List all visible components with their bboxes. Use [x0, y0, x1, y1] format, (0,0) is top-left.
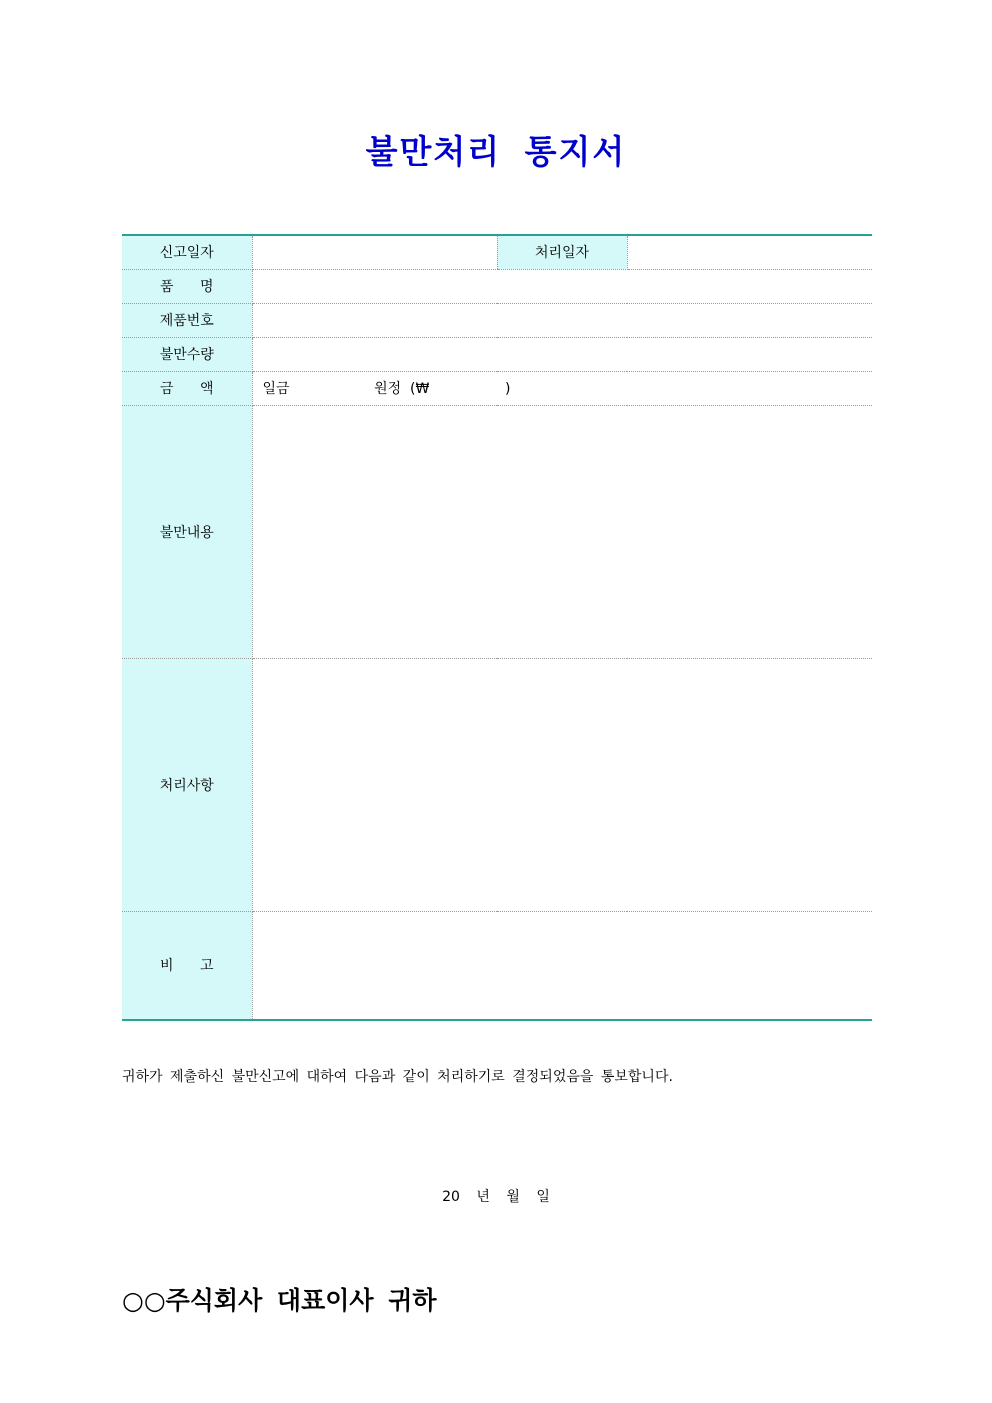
- remarks-label: 비 고: [122, 911, 252, 1020]
- product-name-label: 품 명: [122, 269, 252, 303]
- row-complaint-quantity: [122, 337, 872, 371]
- remarks-field[interactable]: [252, 911, 872, 1020]
- row-action-taken: [122, 658, 872, 911]
- row-amount: [122, 371, 872, 405]
- product-name-field[interactable]: [252, 269, 872, 303]
- complaint-content-field[interactable]: [252, 405, 872, 658]
- row-complaint-content: [122, 405, 872, 658]
- action-taken-field[interactable]: [252, 658, 872, 911]
- product-number-label: 제품번호: [122, 303, 252, 337]
- complaint-quantity-label: 불만수량: [122, 337, 252, 371]
- report-date-label: 신고일자: [122, 235, 252, 269]
- product-number-field[interactable]: [252, 303, 872, 337]
- date-line: 20 년 월 일: [442, 1189, 550, 1205]
- recipient-line: ○○주식회사 대표이사 귀하: [122, 1286, 437, 1315]
- action-taken-label: 처리사항: [122, 658, 252, 911]
- process-date-field[interactable]: [627, 235, 872, 269]
- report-date-field[interactable]: [252, 235, 497, 269]
- complaint-quantity-field[interactable]: [252, 337, 872, 371]
- row-product-number: [122, 303, 872, 337]
- row-product-name: [122, 269, 872, 303]
- row-remarks: [122, 911, 872, 1020]
- row-report-date: [122, 235, 872, 269]
- notice-text: 귀하가 제출하신 불만신고에 대하여 다음과 같이 처리하기로 결정되었음을 통보합니다.: [122, 1069, 673, 1085]
- process-date-label: 처리일자: [497, 235, 627, 269]
- document-title: 불만처리 통지서: [365, 132, 627, 171]
- amount-field[interactable]: 일금 원정 (₩ ): [252, 371, 872, 405]
- complaint-form-table: [122, 234, 872, 1021]
- complaint-content-label: 불만내용: [122, 405, 252, 658]
- amount-label: 금 액: [122, 371, 252, 405]
